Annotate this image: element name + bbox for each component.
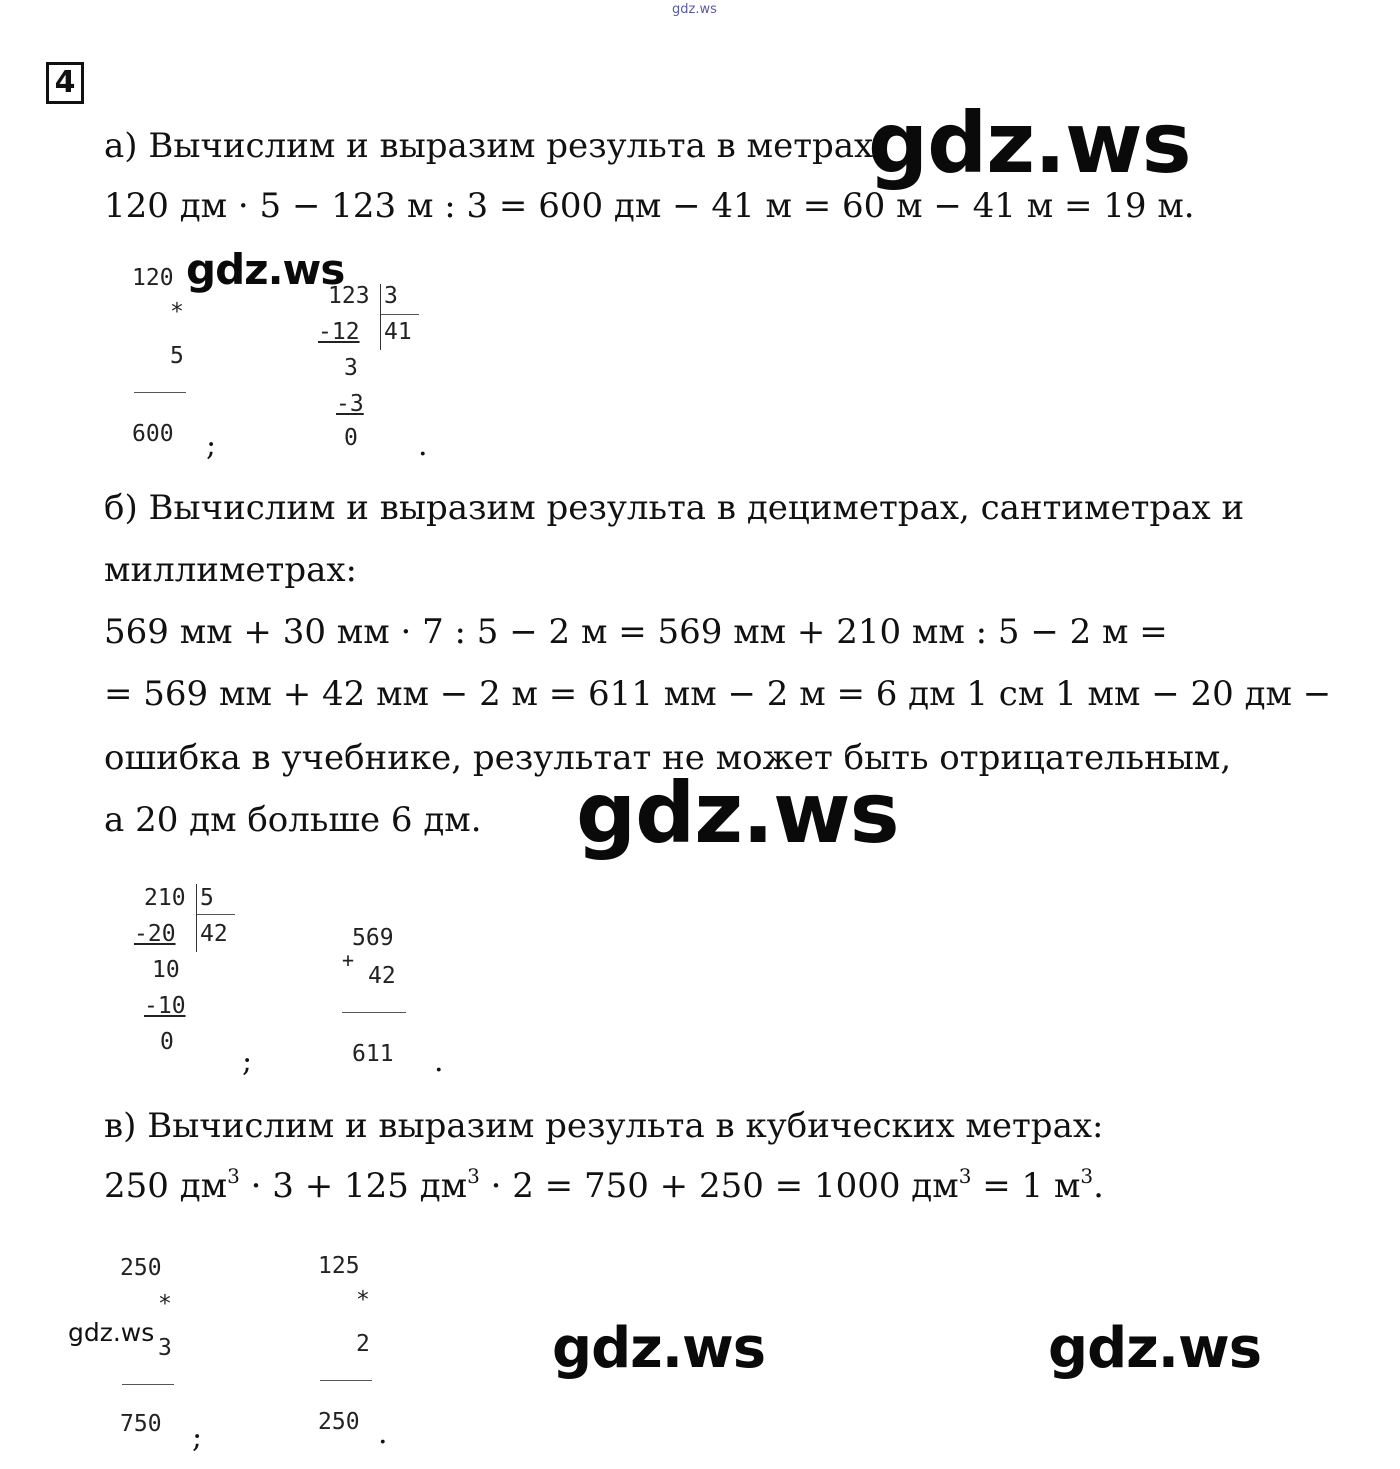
mult-bottom: 5 [170, 343, 184, 369]
div-dividend: 123 [328, 283, 370, 309]
div-step1: -20 [134, 921, 176, 947]
mult-punct: ; [206, 428, 217, 463]
mult-result: 750 [120, 1411, 162, 1437]
div-vertical-rule [196, 884, 197, 952]
add-operator: + [342, 948, 355, 972]
mult-top: 250 [120, 1255, 162, 1281]
add-rule [342, 1012, 406, 1013]
part-b-eq-line4: а 20 дм больше 6 дм. [104, 800, 482, 840]
div-quotient: 41 [384, 319, 412, 345]
div-step2: -3 [336, 391, 364, 417]
part-c-equation: 250 $дм^3 \cdot 3 + 125$ $дм^3 \cdot 2 = 750 + 250 = 1000$ $дм^3 = 1$ $м^3$. [104, 1164, 1104, 1206]
part-a-equation: 120 дм · 5 − 123 м : 3 = 600 дм − 41 м = 60 м − 41 м = 19 м. [104, 186, 1195, 226]
div-rem2: 0 [344, 425, 358, 451]
mult-bottom: 3 [158, 1335, 172, 1361]
div-quotient-rule [197, 914, 235, 915]
part-c-heading: в) Вычислим и выразим результа в кубических метрах: [104, 1106, 1104, 1146]
mult-bottom: 2 [356, 1331, 370, 1357]
div-rem1: 10 [152, 957, 180, 983]
add-top: 569 [352, 925, 394, 951]
mult-rule [320, 1380, 372, 1381]
watermark-big-c2: gdz.ws [1048, 1316, 1262, 1381]
mult-top: 120 [132, 265, 174, 291]
mult-top: 125 [318, 1253, 360, 1279]
mult-operator: * [158, 1291, 172, 1317]
watermark-big-c1: gdz.ws [552, 1316, 766, 1381]
mult-rule [134, 392, 186, 393]
div-dividend: 210 [144, 885, 186, 911]
part-a-heading: а) Вычислим и выразим результа в метрах: [104, 126, 885, 166]
task-number: 4 [46, 62, 84, 104]
mult-punct: ; [192, 1420, 203, 1455]
div-step2: -10 [144, 993, 186, 1019]
div-punct: ; [242, 1044, 253, 1079]
div-step1: -12 [318, 319, 360, 345]
div-punct: . [418, 428, 428, 463]
div-rem1: 3 [344, 355, 358, 381]
div-quotient-rule [381, 314, 419, 315]
watermark-small-c: gdz.ws [68, 1318, 155, 1347]
mult-operator: * [356, 1287, 370, 1313]
part-b-eq-line2: = 569 мм + 42 мм − 2 м = 611 мм − 2 м = 6 дм 1 см 1 мм − 20 дм − [104, 674, 1332, 714]
div-quotient: 42 [200, 921, 228, 947]
add-punct: . [434, 1044, 444, 1079]
watermark-big-a: gdz.ws [868, 94, 1191, 192]
add-result: 611 [352, 1041, 394, 1067]
part-b-heading-line2: миллиметрах: [104, 550, 358, 590]
div-vertical-rule [380, 284, 381, 350]
watermark-big-b: gdz.ws [576, 764, 899, 862]
mult-result: 250 [318, 1409, 360, 1435]
div-divisor: 5 [200, 885, 214, 911]
part-b-heading-line1: б) Вычислим и выразим результа в дециметрах, сантиметрах и [104, 488, 1245, 528]
part-b-eq-line1: 569 мм + 30 мм · 7 : 5 − 2 м = 569 мм + 210 мм : 5 − 2 м = [104, 612, 1168, 652]
top-watermark: gdz.ws [672, 2, 717, 17]
mult-result: 600 [132, 421, 174, 447]
watermark-mid-a: gdz.ws [186, 245, 345, 294]
add-bottom: 42 [368, 963, 396, 989]
div-rem2: 0 [160, 1029, 174, 1055]
part-b-eq-line3: ошибка в учебнике, результат не может быть отрицательным, [104, 738, 1232, 778]
mult-rule [122, 1384, 174, 1385]
div-divisor: 3 [384, 283, 398, 309]
mult-punct: . [378, 1416, 388, 1451]
mult-operator: * [170, 299, 184, 325]
